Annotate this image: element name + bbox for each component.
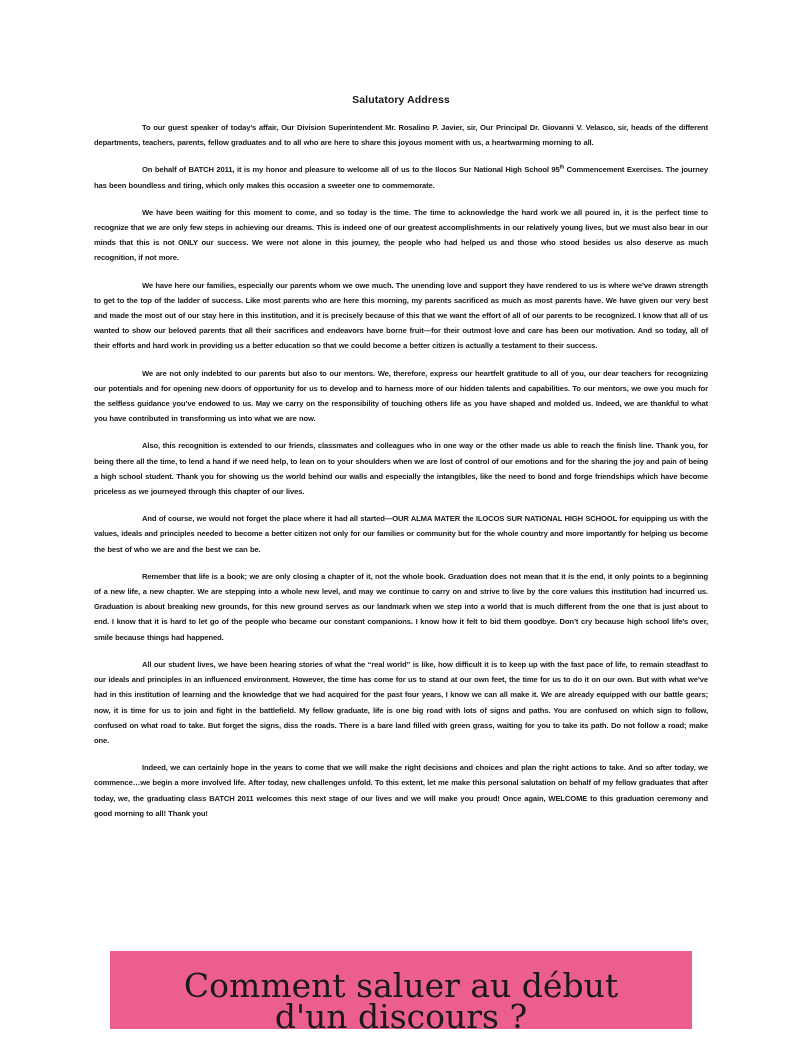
banner-line-2: d'un discours ? (274, 997, 528, 1036)
paragraph-alma-mater: And of course, we would not forget the place where it had all started—OUR ALMA MATER the ILOCOS SUR NATIONAL HIGH SCHOOL for equipping us with the values, ideals and principles needed to become a better citizen not only for our families or community but for the whole country and more importantly for helping us become the best of who we are and the best we can be. (94, 514, 708, 554)
batch-text-after: Commencement Exercises. The journey has been boundless and tiring, which only makes this occasion a sweeter one to commemorate. (94, 165, 708, 190)
paragraph-greeting: To our guest speaker of today’s affair, Our Division Superintendent Mr. Rosalino P. Javier, sir, Our Principal Dr. Giovanni V. Velasco, sir, heads of the different departments, teachers, parents, fellow graduates and to all who are here to share this joyous moment with us, a heartwarming morning to all. (94, 123, 708, 148)
paragraph-families: We have here our families, especially our parents whom we owe much. The unending love and support they have rendered to us is where we’ve drawn strength to get to the top of the ladder of success. Like most parents who are here this morning, my parents sacrificed as much as most parents have. We have given our very best and made the most out of our stay here in this institution, and it is precisely because of this that we want the effort of all of our parents to be recognized. I know that all of us wanted to show our beloved parents that all their sacrifices and endeavors have borne fruit—for their outmost love and care has been our motivation. And so today, all of their efforts and hard work in providing us a better education so that we could become a better citizen is actually a testament to their success. (94, 280, 708, 351)
paragraph-closing: Indeed, we can certainly hope in the years to come that we will make the right decisions and choices and plan the right actions to take. And so after today, we commence…we begin a more involved life. After today, new challenges unfold. To this extent, let me make this personal salutation on behalf of my fellow graduates that after today, we, the graduating class BATCH 2011 welcomes this next stage of our lives and we will make you proud! Once again, WELCOME to this graduation ceremony and good morning to all! Thank you! (94, 763, 708, 818)
paragraph-real-world: All our student lives, we have been hearing stories of what the “real world” is like, how difficult it is to keep up with the fast pace of life, to remain steadfast to our ideals and principles in an influenced environment. However, the time has come for us to stand at our own feet, the time for us to do it on our own. But with what we’ve had in this institution of learning and the knowledge that we had acquired for the past four years, I know we can all make it. We are already equipped with our battle gears; now, it is time for us to join and fight in the battlefield. My fellow graduate, life is one big road with lots of signs and paths. You are confused on which sign to follow, confused on what road to take. But forget the signs, diss the roads. There is a bare land filled with green grass, waiting for you to take its path. Do not follow a road; make one. (94, 659, 708, 745)
paragraph-friends: Also, this recognition is extended to our friends, classmates and colleagues who in one way or the other made us able to reach the finish line. Thank you, for being there all the time, to lend a hand if we need help, to lean on to your shoulders when we are lost of control of our emotions and for the sharing the joy and pain of being a high school student. Thank you for showing us the world behind our walls and especially the intangibles, like the need to bond and forge friendships which have become priceless as we journeyed through this chapter of our lives. (94, 441, 708, 497)
caption-banner (110, 951, 692, 1036)
paragraph-life-book: Remember that life is a book; we are only closing a chapter of it, not the whole book. Graduation does not mean that it is the end, it only points to a beginning of a new life, a new chapter. We are stepping into a whole new level, and may we continue to carry on and strive to live by the core values this institution had incurred us. Graduation is about breaking new grounds, for this new ground serves as our landmark when we step into a world that is much different from the one that is just about to end. I know that it is hard to let go of the people who became our constant companions. I know how it felt to bid them goodbye. Don’t cry because high school life’s over, smile because things had happened. (94, 571, 708, 642)
paragraph-batch-welcome (94, 162, 708, 192)
batch-superscript: th (559, 164, 565, 171)
banner-line-1: Comment saluer au début (183, 966, 619, 1005)
document-title: Salutatory Address (352, 94, 450, 106)
paragraph-mentors: We are not only indebted to our parents but also to our mentors. We, therefore, express our heartfelt gratitude to all of you, our dear teachers for recognizing our potentials and for opening new doors of opportunity for us to develop and to harness more of our hidden talents and capabilities. To our mentors, we owe you much for the selfless guidance you’ve endowed to us. May we carry on the responsibility of touching others life as you have shaped and molded us. Indeed, we are thankful to what you have contributed in transforming us into what we are now. (94, 368, 708, 424)
document-page (94, 94, 708, 833)
batch-text-before: On behalf of BATCH 2011, it is my honor and pleasure to welcome all of us to the Ilocos Sur National High School 95 (142, 165, 560, 175)
paragraph-waiting: We have been waiting for this moment to come, and so today is the time. The time to acknowledge the hard work we all poured in, it is the perfect time to recognize that we are only few steps in achieving our dreams. This is indeed one of our greatest accomplishments in our relatively young lives, but we must also bear in our minds that this is not ONLY our success. We were not alone in this journey, the people who had helped us and those who stood besides us also deserve as much recognition, if not more. (94, 207, 708, 263)
